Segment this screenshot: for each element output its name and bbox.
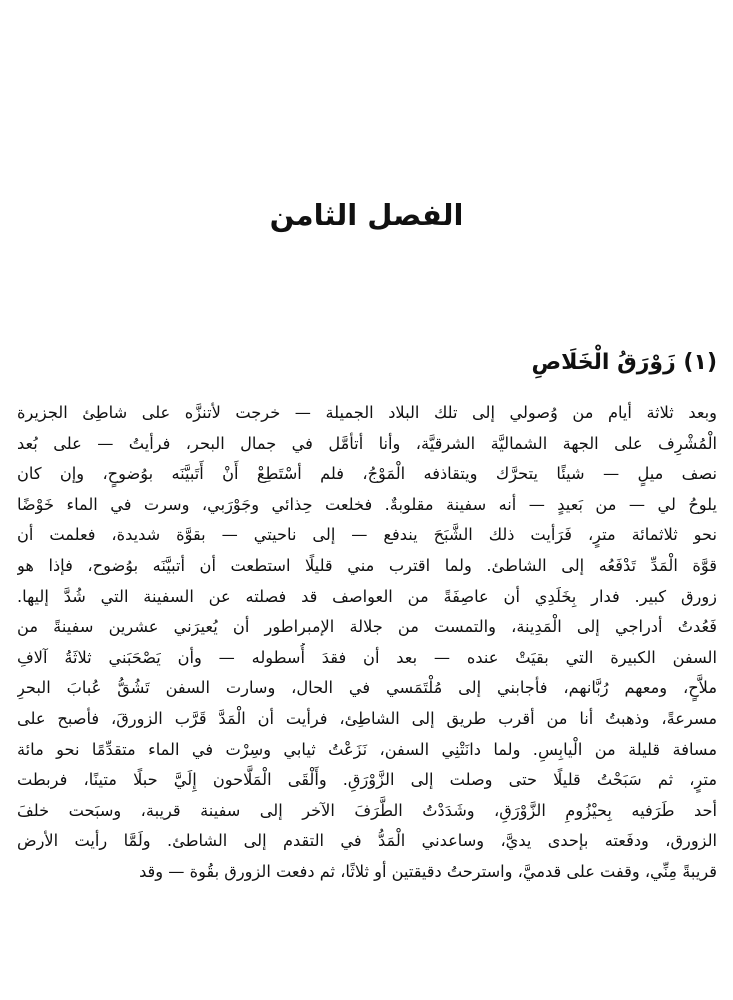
body-text bbox=[17, 398, 717, 888]
text-line: الْمُشْرِف على الجهة الشماليَّة الشرقيَّة، وأنا أتأمَّل في جمال البحر، فرأيتُ — على بُعد bbox=[17, 433, 717, 453]
text-line: مسرعةً، وذهبتُ أنا من أقرب طريق إلى الشاطِئ، فرأيت أن الْمَدَّ قَرَّب الزورقَ، فأصبح على bbox=[17, 708, 717, 728]
text-line: السفن الكبيرة التي بقيَتْ عنده — بعد أن فقدَ أُسطوله — وأن يَصْحَبَني ثلاثَةُ آلافِ bbox=[17, 647, 717, 667]
text-line: الزورق، ودفَعته بإحدى يديَّ، وساعدني الْمَدُّ في التقدم إلى الشاطئ. ولَمَّا رأيت الأرض bbox=[17, 831, 717, 851]
text-line: أحد طَرَفيه بِحيْزُومِ الزَّوْرَقِ، وشَدَدْتُ الطَّرَفَ الآخر إلى سفينة قريبة، وسبَحت خلفَ bbox=[17, 800, 717, 820]
text-line: يلوحُ لي — من بَعيدٍ — أنه سفينة مقلوبةٌ. فخلعت حِذائي وجَوْرَبي، وسرت في الماء خَوْضًا bbox=[17, 494, 717, 514]
section-heading: (١) زَوْرَقُ الْخَلَاصِ bbox=[531, 350, 717, 375]
text-line: قريبةً مِنِّي، وقفت على قدميَّ، واسترحتُ دقيقتين أو ثلاثًا، ثم دفعت الزورق بقُوة — وقد bbox=[139, 861, 717, 881]
text-line: فَعُدتُ أدراجي إلى الْمَدِينة، والتمست من جلالة الإمبراطور أن يُعيرَني عشرين سفينةً من bbox=[17, 617, 717, 637]
text-line: مترٍ، ثم سَبَحْتُ قليلًا حتى وصلت إلى الزَّوْرَقِ. وأَلْقَى الْمَلَّاحون إِلَيَّ حبلًا متينًا، فربطت bbox=[17, 770, 717, 790]
text-line: زورق كبير. فدار بِخَلَدِي أن عاصِفَةً من العواصف قد فصلته عن السفينة التي شُدَّ إليها. bbox=[17, 586, 717, 606]
text-line: وبعد ثلاثة أيام من وُصولي إلى تلك البلاد الجميلة — خرجت لأتنزَّه على شاطِئ الجزيرة bbox=[17, 403, 717, 422]
text-line: قوَّة الْمَدِّ تَدْفَعُه إلى الشاطئ. ولما اقترب مني قليلًا استطعت أن أتبيَّنَه بوُضوح، فإذا هو bbox=[17, 555, 717, 575]
text-line: ملاَّحٍ، ومعهم رُبَّانهم، فأجابني إلى مُلْتَمَسي في الحال، وسارت السفن تَشُقُّ عُبابَ البحرِ bbox=[17, 678, 717, 698]
text-line: نصف ميلٍ — شيئًا يتحرَّك ويتقاذفه الْمَوْجُ، فلم أسْتَطِعْ أَنْ أَتَبيَّنَه بوُضوحٍ، وإن كان bbox=[17, 464, 717, 484]
chapter-title: الفصل الثامن bbox=[269, 198, 464, 232]
text-line: نحو ثلاثمائة مترٍ، فَرَأيت ذلك الشَّبَحَ يندفع — إلى ناحيتي — بقوَّة شديدة، فعلمت أن bbox=[17, 525, 717, 545]
text-line: مسافة قليلة من الْيابِسِ. ولما دانَتْنِي السفن، نَزَعْتُ ثيابي وسِرْت في الماء متقدِّمًا نحو مائة bbox=[17, 739, 717, 759]
